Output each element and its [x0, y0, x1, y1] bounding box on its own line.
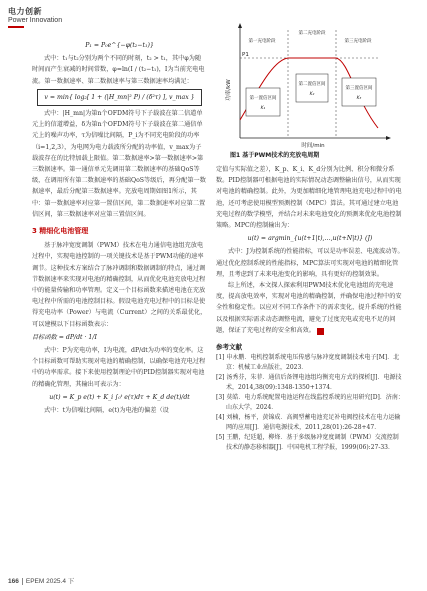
p1-label: P1: [242, 52, 249, 58]
equation-pid: u(t) = K_p e(t) + K_i ∫₀ᵗ e(τ)dτ + K_d de(t)/dt: [49, 393, 190, 401]
reference-item: [3] 莫皓．电力系统配置电池运程在线监控系统的应用研究[D]．济南：山东大学，2024．: [216, 394, 404, 412]
header-accent-bar: [8, 26, 24, 28]
article-end-mark: ■: [317, 328, 324, 335]
paragraph: 式中：t为信噪比间隔，e(t)为电池的偏差（设: [44, 407, 169, 415]
zone-2-label: 第二置信区间: [298, 82, 326, 87]
stage-3-label: 第三充电阶段: [344, 39, 372, 44]
zone-1-box: [246, 88, 280, 116]
journal-issue: EPEM 2025.4 下: [25, 578, 75, 585]
paragraph: 定值与实际值之差），K_p、K_i、K_d分别为比例、积分和微分系数。PID控制器可根据电池的实际情况动态调整输出信号，从而实现对电池的精确控制。此外，为更加精细化地管理电池充电过程中的电池，还可考虑使用模型预测控制（MPC）算法。其可通过建立电池充电过程的数学模型，并结合对未来电池变化的预测来优化电池控制策略。MPC的控制输出为：: [216, 166, 402, 230]
x-axis-arrow: [386, 136, 391, 140]
paragraph: 式中：|H_mn|为第n个OFDM符号下子载波在第二信道单元上的信道增益，δ为第n个OFDM符号下子载波在第二通信单元上的噪声功率，τ为信噪比间隔，P_i为不同充电阶段的功率（i=1,2,3），为电网为电力载波所分配的功率值，v_max为子载波存在的比特加载上限值。第二数据速率>第一数据速率>第三数据速率。第一通信单元先调用第二数据速率的基础QoS等级，在调用所有第二数据速率的基础QoS等级后，再分配第一数据速率，最后分配第三数据速率。充放电周期如图1所示，其中：第一数据速率对应第一置信区间，第二数据速率对应第二置信区间，第三数据速率对应第三置信区间。: [32, 110, 206, 218]
zone-2-box: [296, 74, 328, 102]
footer-divider: [22, 578, 23, 585]
right-column: [216, 164, 404, 453]
paragraph: 式中：P为充电功率，I为电流，dP/dt为功率的变化率。这个目标函数可帮助实现对电池的精确控制，以确保电池充电过程中的功率需求。接下来使用控制理论中的PID控制器实现对电池的精确化管理，其输出可表示为：: [32, 347, 206, 388]
figure-1: [218, 20, 393, 158]
zone-3-label: 第三置信区间: [345, 86, 373, 91]
reference-item: [2] 汤秀芬，朱菲．通信后备锂电池组均衡充电方式的探析[J]．电源技术，2014,38(09):1348-1350+1374．: [216, 374, 402, 392]
zone-3-box: [342, 78, 376, 106]
charge-cycle-diagram: [218, 20, 393, 150]
equation-mpc: u(t) = argmin_{u(t+1|t),…,u(t+N|t)} (J): [247, 235, 373, 243]
page-number: 166: [8, 578, 19, 585]
left-column: [32, 38, 207, 416]
reference-item: [1] 申永鹏．电机控制系统电压传感与脉冲宽度调制技术电子[M]．北京：机械工业出版社，2023．: [216, 354, 400, 372]
page-footer: [8, 576, 74, 585]
references-title: 参考文献: [216, 343, 242, 352]
journal-header: [8, 6, 62, 24]
journal-title-en: Power Innovation: [8, 17, 63, 24]
stage-1-label: 第一充电阶段: [248, 39, 276, 44]
y-axis-arrow: [238, 23, 242, 28]
journal-title-zh: 电力创新: [8, 7, 42, 16]
x-axis-label: 时间/min: [301, 143, 325, 149]
stage-2-label: 第二充电阶段: [298, 31, 326, 36]
equation-power-decay: P₁ = P₀e^{−φ(t₂−t₁)}: [85, 42, 154, 49]
paragraph: 式中：J为控制系统的性能指标，可以是功率误差、电流波动等。通过优化控制系统的性能指标，MPC算法可实现对电池的精细化管理，且考虑到了未来电池变化的影响，具有更好的控制效果。: [216, 248, 404, 278]
paragraph: 基于脉冲宽度调制（PWM）技术在电力通信电池组充放电过程中，实现电池控制的一项关键技术是基于PWM功能的速率调节。这种技术方案结合了脉冲调制和数据调制的特点，通过调节数据速率来实现对电池的精确控制，从而优化电池充放电过程中的能量传输和功率管理。定义一个目标函数来描述电池在充放电过程中所需的电池控制目标。假设电池充电过程中的目标是使得充电功率（Power）与电流（Current）之间的关系最优化，可以建模以下目标函数表示：: [32, 242, 207, 328]
paragraph: 式中：t₁与t₂分别为两个不同的时刻，t₂ > t₁，其中φ为随时间而产生衰减的时间常数，φ=ln(I ∕ (t₂−t₁)，I为当前充电电流。第一数据速率、第二数据速率与第三数据速率均满足：: [32, 55, 205, 85]
paragraph: [216, 280, 404, 336]
section-heading: 3 精细化电池管理: [32, 227, 89, 236]
zone-3-k: K₃: [356, 96, 362, 101]
reference-item: [4] 刘楠，杨平，黄锦成．高阀型蓄电池充足补电阀控技术在电力运输网的应用[J]．通信电源技术，2011,28(01):26-28+47．: [216, 414, 401, 432]
reference-item: [5] 王鹏，纪廷超，柳烽．基于多级脉冲宽度调制（PWM）交流控制技术的静态移相器[J]．中国电机工程学报，1999(06):27-33．: [216, 434, 399, 452]
equation-rate-box: v = min{ log₂[ 1 + (|H_mn|² P) / (δ²τ) ], v_max }: [37, 89, 201, 106]
y-axis-label: 功率/kW: [226, 79, 232, 101]
zone-1-label: 第一置信区间: [249, 96, 277, 101]
conclusion-text: 综上所述，本文探人探索利用PWM技术优化电池组的充电速度，提高放电效率，实现对电池的精确控制，并确保电池过程中的安全性和稳定性。以应对不同工作条件下的需求变化，提升系统的性能以及根据实际需求动态调整电流，避免了过度充电或充电不足的问题，保证了充电过程的安全和高效。: [216, 282, 402, 334]
equation-objective: 目标函数 = dP/dt · 1/I: [32, 333, 97, 341]
zone-1-k: K₁: [260, 106, 266, 111]
figure-caption: 图1 基于PWM技术的充放电周期: [230, 152, 320, 159]
equation-rate: [32, 89, 207, 106]
zone-2-k: K₂: [309, 92, 315, 97]
